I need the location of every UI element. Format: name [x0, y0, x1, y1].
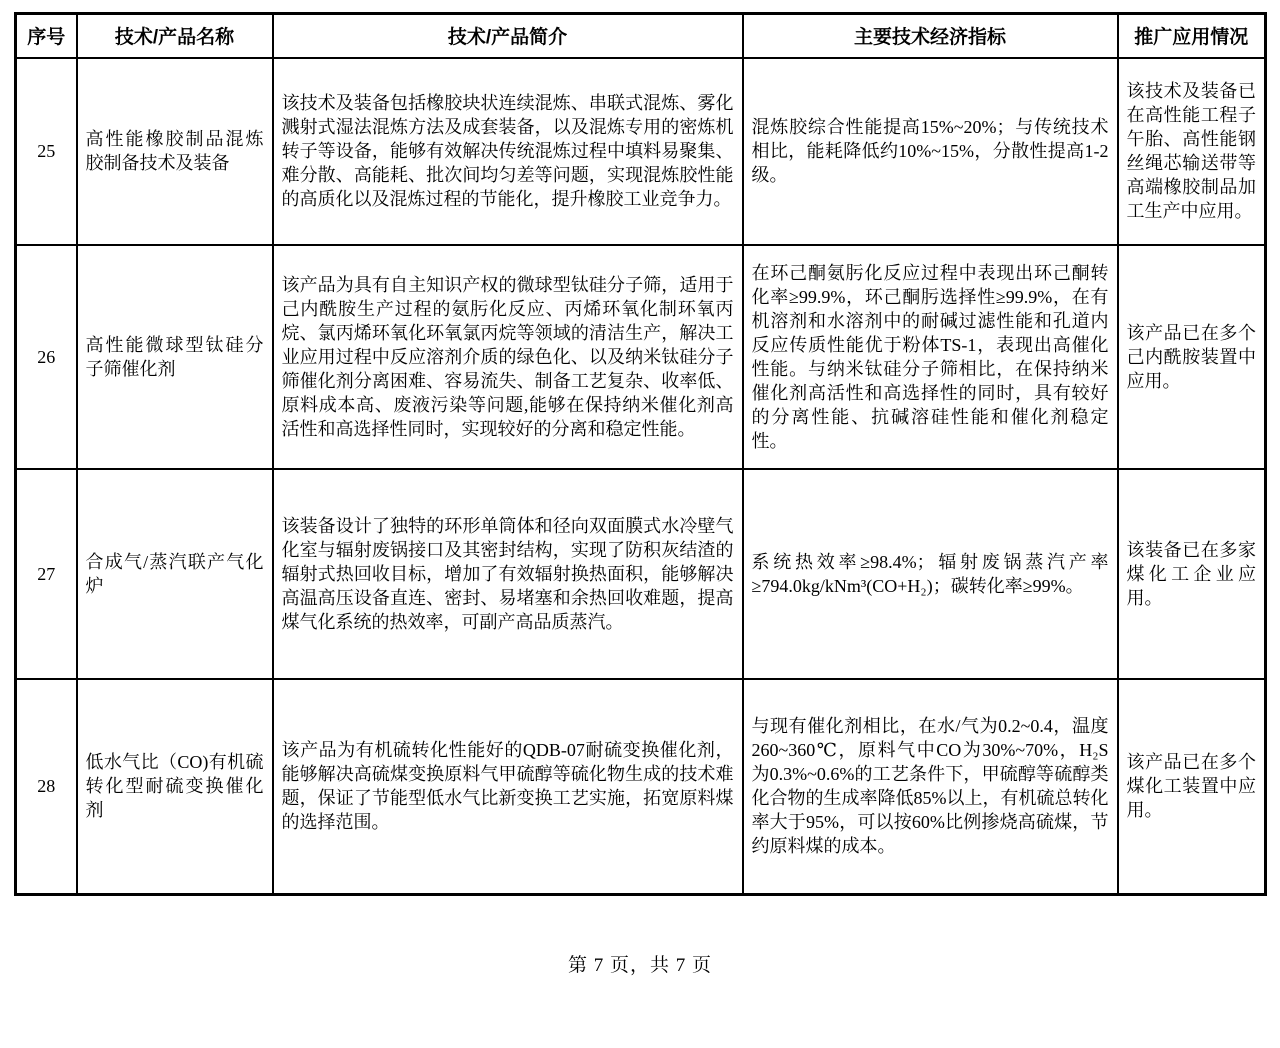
header-serial-number: 序号 — [16, 14, 77, 58]
table-row — [16, 58, 1266, 245]
cell-indicators: 混炼胶综合性能提高15%~20%；与传统技术相比，能耗降低约10%~15%，分散性提高1-2级。 — [743, 58, 1118, 245]
cell-indicators: 系统热效率≥98.4%；辐射废锅蒸汽产率≥794.0kg/kNm³(CO+H₂)；碳转化率≥99%。 — [743, 469, 1118, 679]
cell-application: 该技术及装备已在高性能工程子午胎、高性能钢丝绳芯输送带等高端橡胶制品加工生产中应用。 — [1118, 58, 1266, 245]
cell-indicators: 与现有催化剂相比，在水/气为0.2~0.4，温度260~360℃，原料气中CO为30%~70%，H₂S为0.3%~0.6%的工艺条件下，甲硫醇等硫醇类化合物的生成率降低85%以上，有机硫总转化率大于95%，可以按60%比例掺烧高硫煤，节约原料煤的成本。 — [743, 679, 1118, 895]
header-product-intro: 技术/产品简介 — [273, 14, 743, 58]
cell-product-intro: 该技术及装备包括橡胶块状连续混炼、串联式混炼、雾化溅射式湿法混炼方法及成套装备，以及混炼专用的密炼机转子等设备，能够有效解决传统混炼过程中填料易聚集、难分散、高能耗、批次间均匀差等问题，实现混炼胶性能的高质化以及混炼过程的节能化，提升橡胶工业竞争力。 — [273, 58, 743, 245]
cell-indicators: 在环己酮氨肟化反应过程中表现出环己酮转化率≥99.9%，环己酮肟选择性≥99.9%，在有机溶剂和水溶剂中的耐碱过滤性能和孔道内反应传质性能优于粉体TS-1，表现出高催化性能。与纳米钛硅分子筛相比，在保持纳米催化剂高活性和高选择性的同时，具有较好的分离性能、抗碱溶硅性能和催化剂稳定性。 — [743, 245, 1118, 469]
table-row — [16, 679, 1266, 895]
cell-product-name: 高性能微球型钛硅分子筛催化剂 — [77, 245, 273, 469]
cell-serial-number: 28 — [16, 679, 77, 895]
cell-serial-number: 27 — [16, 469, 77, 679]
header-application: 推广应用情况 — [1118, 14, 1266, 58]
cell-serial-number: 26 — [16, 245, 77, 469]
cell-product-intro: 该产品为具有自主知识产权的微球型钛硅分子筛，适用于己内酰胺生产过程的氨肟化反应、丙烯环氧化制环氧丙烷、氯丙烯环氧化环氧氯丙烷等领域的清洁生产，解决工业应用过程中反应溶剂介质的绿色化、以及纳米钛硅分子筛催化剂分离困难、容易流失、制备工艺复杂、收率低、原料成本高、废液污染等问题,能够在保持纳米催化剂高活性和高选择性同时，实现较好的分离和稳定性能。 — [273, 245, 743, 469]
cell-application: 该产品已在多个己内酰胺装置中应用。 — [1118, 245, 1266, 469]
cell-serial-number: 25 — [16, 58, 77, 245]
cell-product-name: 合成气/蒸汽联产气化炉 — [77, 469, 273, 679]
table-row — [16, 245, 1266, 469]
cell-product-name: 低水气比（CO)有机硫转化型耐硫变换催化剂 — [77, 679, 273, 895]
header-indicators: 主要技术经济指标 — [743, 14, 1118, 58]
table-header-row — [16, 14, 1266, 58]
cell-product-intro: 该产品为有机硫转化性能好的QDB-07耐硫变换催化剂，能够解决高硫煤变换原料气甲硫醇等硫化物生成的技术难题，保证了节能型低水气比新变换工艺实施，拓宽原料煤的选择范围。 — [273, 679, 743, 895]
cell-application: 该产品已在多个煤化工装置中应用。 — [1118, 679, 1266, 895]
header-product-name: 技术/产品名称 — [77, 14, 273, 58]
tech-product-table — [14, 12, 1267, 896]
page-footer: 第 7 页，共 7 页 — [567, 955, 712, 976]
table-row — [16, 469, 1266, 679]
cell-product-intro: 该装备设计了独特的环形单筒体和径向双面膜式水冷壁气化室与辐射废锅接口及其密封结构，实现了防积灰结渣的辐射式热回收目标，增加了有效辐射换热面积，能够解决高温高压设备直连、密封、易堵塞和余热回收难题，提高煤气化系统的热效率，可副产高品质蒸汽。 — [273, 469, 743, 679]
cell-product-name: 高性能橡胶制品混炼胶制备技术及装备 — [77, 58, 273, 245]
cell-application: 该装备已在多家煤化工企业应用。 — [1118, 469, 1266, 679]
